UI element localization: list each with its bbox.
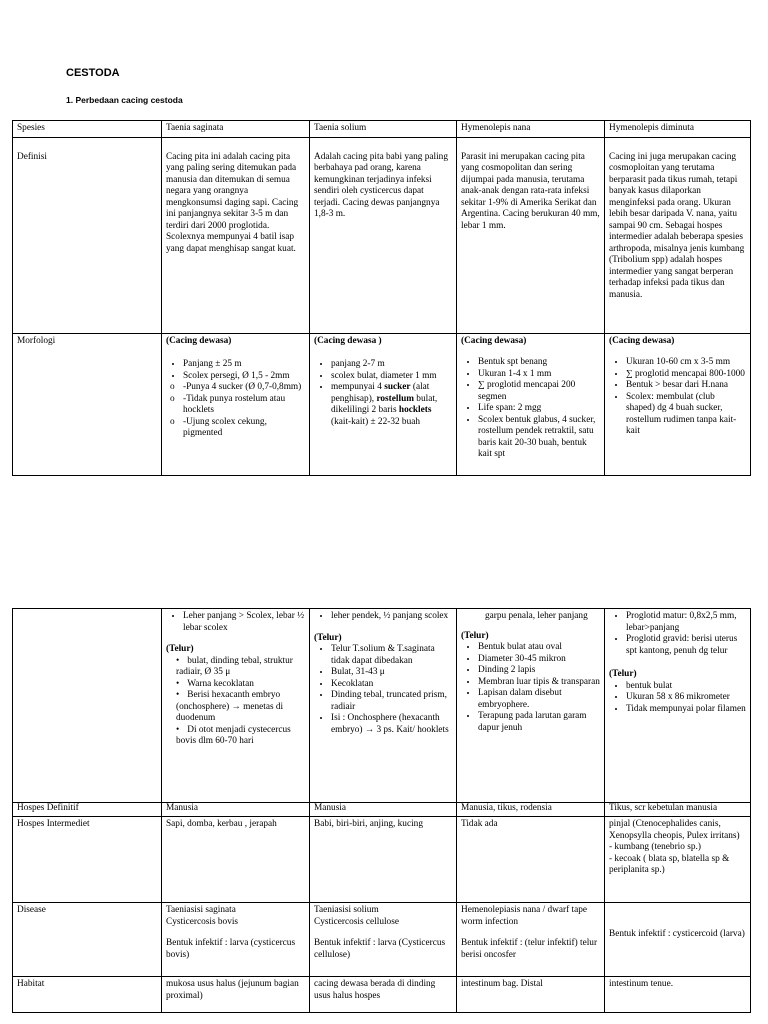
hd-nana: Manusia, tikus, rodensia xyxy=(457,803,605,817)
list-item: • mempunyai 4 sucker (alat penghisap), rostellum bulat, dikelilingi 2 baris hocklets (kait-kait) ± 22-32 buah xyxy=(331,382,452,428)
list-item: o -Ujung scolex cekung, pigmented xyxy=(183,417,305,440)
dewasa-label: (Cacing dewasa) xyxy=(461,335,527,346)
telur-label: (Telur) xyxy=(166,644,194,654)
definisi-saginata: Cacing pita ini adalah cacing pita yang paling sering ditemukan pada manusia dan ditemukan di semua negara yang orangnya mengkonsumsi daging sapi. Cacing ini panjangnya sekitar 3-5 m dan terdiri dari 2000 proglotida. Scolexnya mempunyai 4 batil isap yang dapat menghisap sangat kuat. xyxy=(166,151,299,254)
list-item: • leher pendek, ½ panjang scolex xyxy=(331,611,452,623)
list-item: garpu penala, leher panjang xyxy=(485,611,588,621)
disease-name: Taeniasisi saginata Cysticercosis bovis xyxy=(166,905,239,927)
list-item: • Ukuran 1-4 x 1 mm xyxy=(478,369,600,381)
list-item: • ∑ proglotid mencapai 200 segmen xyxy=(478,380,600,403)
dewasa-label: (Cacing dewasa) xyxy=(609,335,675,346)
label-disease: Disease xyxy=(13,903,162,977)
row-morfologi-continued xyxy=(13,609,751,803)
morfologi-diminuta xyxy=(605,333,751,475)
telur-label: (Telur) xyxy=(461,630,489,641)
list-item: • Scolex: membulat (club shaped) dg 4 buah sucker, rostellum rudimen tanpa kait-kait xyxy=(626,392,746,438)
cestoda-table-part1 xyxy=(12,120,751,476)
row-definisi xyxy=(13,137,751,333)
row-hospes-definitif xyxy=(13,803,751,817)
section-subtitle: 1. Perbedaan cacing cestoda xyxy=(66,95,183,105)
hi-diminuta: pinjal (Ctenocephalides canis, Xenopsylla cheopis, Pulex irritans) - kumbang (tenebrio sp.) - kecoak ( blata sp, blatella sp & periplanita sp.) xyxy=(609,819,740,875)
hd-diminuta: Tikus, scr kebetulan manusia xyxy=(605,803,751,817)
habitat-solium: cacing dewasa berada di dinding usus halus hospes xyxy=(310,977,457,1013)
list-item: • Scolex persegi, Ø 1,5 - 2mm xyxy=(183,371,305,383)
cont-saginata xyxy=(162,609,310,803)
list-item: • bentuk bulat xyxy=(626,681,746,693)
list-item: • Bentuk > besar dari H.nana xyxy=(626,380,746,392)
label-hospes-definitif: Hospes Definitif xyxy=(13,803,162,817)
cont-diminuta xyxy=(605,609,751,803)
list-item: • Kecoklatan xyxy=(331,679,452,691)
definisi-nana: Parasit ini merupakan cacing pita yang cosmopolitan dan sering dijumpai pada manusia, terutama anak-anak dengan rata-rata infeksi sekitar 1-9% di Amerika Serikat dan Argentina. Cacing berukuran 40 mm, lebar 1 mm. xyxy=(461,151,600,231)
header-hymenolepis-nana: Hymenolepis nana xyxy=(457,121,605,138)
list-item: • Membran luar tipis & transparan xyxy=(478,677,600,689)
definisi-diminuta: Cacing ini juga merupakan cacing cosmoploitan yang terutama berparasit pada tikus rumah, tetapi banyak kasus dilaporkan menginfeksi pada orang. Ukuran lebih besar daripada V. nana, yaitu sampai 90 cm. Sebagai hospes intermedier adalah beberapa spesies arthropoda, misalnya jenis kumbang (Tribolium spp) adalah hospes intermedier yang sangat berperan terhadap infeksi pada tikus dan manusia. xyxy=(609,151,745,300)
cont-solium xyxy=(310,609,457,803)
list-item: • Bentuk spt benang xyxy=(478,357,600,369)
label-morfologi: Morfologi xyxy=(17,335,56,346)
list-item: • Leher panjang > Scolex, lebar ½ lebar scolex xyxy=(183,611,305,634)
disease-infektif: Bentuk infektif : larva (Cysticercus cellulose) xyxy=(314,938,446,960)
page-title: CESTODA xyxy=(66,67,120,79)
list-item: • Telur T.solium & T.saginata tidak dapat dibedakan xyxy=(331,644,452,667)
hd-solium: Manusia xyxy=(310,803,457,817)
list-item: • Di otot menjadi cystecercus bovis dlm 60-70 hari xyxy=(166,725,305,748)
cestoda-table-part2 xyxy=(12,608,751,1013)
definisi-solium: Adalah cacing pita babi yang paling berbahaya pad orang, karena kemungkinan terjadinya infeksi sendiri oleh cysticercus dapat terjadi. Cacing dewas panjangnya 1,8-3 m. xyxy=(314,151,448,219)
disease-infektif: Bentuk infektif : larva (cysticercus bovis) xyxy=(166,938,296,960)
list-item: • Berisi hexacanth embryo (onchosphere) → menetas di duodenum xyxy=(166,690,305,725)
row-hospes-intermediet xyxy=(13,817,751,903)
morfologi-saginata xyxy=(162,333,310,475)
list-item: • Lapisan dalam disebut embryophere. xyxy=(478,688,600,711)
list-item: • Proglotid matur: 0,8x2,5 mm, lebar>panjang xyxy=(626,611,746,634)
list-item: • Terapung pada larutan garam dapur jenuh xyxy=(478,711,600,734)
hi-solium: Babi, biri-biri, anjing, kucing xyxy=(310,817,457,903)
disease-infektif: Bentuk infektif : (telur infektif) telur berisi oncosfer xyxy=(461,938,598,960)
list-item: • Bentuk bulat atau oval xyxy=(478,642,600,654)
header-taenia-solium: Taenia solium xyxy=(310,121,457,138)
list-item: • Ukuran 10-60 cm x 3-5 mm xyxy=(626,357,746,369)
disease-name: Taeniasisi solium Cysticercosis cellulose xyxy=(314,905,399,927)
list-item: • bulat, dinding tebal, struktur radiair, Ø 35 μ xyxy=(166,656,305,679)
habitat-diminuta: intestinum tenue. xyxy=(605,977,751,1013)
morfologi-solium xyxy=(310,333,457,475)
habitat-nana: intestinum bag. Distal xyxy=(457,977,605,1013)
hd-saginata: Manusia xyxy=(162,803,310,817)
dewasa-label: (Cacing dewasa ) xyxy=(314,335,382,346)
header-hymenolepis-diminuta: Hymenolepis diminuta xyxy=(605,121,751,138)
list-item: • Ukuran 58 x 86 mikrometer xyxy=(626,692,746,704)
list-item: • Tidak mempunyai polar filamen xyxy=(626,704,746,716)
list-item: • Warna kecoklatan xyxy=(166,679,305,691)
row-disease xyxy=(13,903,751,977)
list-item: • Proglotid gravid: berisi uterus spt kantong, penuh dg telur xyxy=(626,634,746,657)
telur-label: (Telur) xyxy=(609,669,637,679)
list-item: o -Punya 4 sucker (Ø 0,7-0,8mm) xyxy=(183,382,305,394)
hi-saginata: Sapi, domba, kerbau , jerapah xyxy=(162,817,310,903)
cont-nana xyxy=(457,609,605,803)
list-item: • Bulat, 31-43 μ xyxy=(331,667,452,679)
row-habitat xyxy=(13,977,751,1013)
table-header-row xyxy=(13,121,751,138)
hi-nana: Tidak ada xyxy=(457,817,605,903)
list-item: • Scolex bentuk glabus, 4 sucker, rostellum pendek retraktil, satu baris kait 20-30 buah, bentuk kait spt xyxy=(478,415,600,461)
list-item: • Diameter 30-45 mikron xyxy=(478,654,600,666)
habitat-saginata: mukosa usus halus (jejunum bagian proximal) xyxy=(162,977,310,1013)
header-spesies: Spesies xyxy=(13,121,162,138)
list-item: • panjang 2-7 m xyxy=(331,359,452,371)
list-item: o -Tidak punya rostelum atau hocklets xyxy=(183,394,305,417)
row-morfologi xyxy=(13,333,751,475)
dewasa-label: (Cacing dewasa) xyxy=(166,335,232,346)
list-item: • Life span: 2 mgg xyxy=(478,403,600,415)
disease-infektif: Bentuk infektif : cysticercoid (larva) xyxy=(609,929,745,939)
disease-name: Hemenolepiasis nana / dwarf tape worm infection xyxy=(461,905,587,927)
list-item: • Isi : Onchosphere (hexacanth embryo) → 3 ps. Kait/ hooklets xyxy=(331,713,452,736)
list-item: • Dinding tebal, truncated prism, radiair xyxy=(331,690,452,713)
list-item: • ∑ proglotid mencapai 800-1000 xyxy=(626,369,746,381)
list-item: • Panjang ± 25 m xyxy=(183,359,305,371)
label-definisi: Definisi xyxy=(17,151,47,162)
list-item: • Dinding 2 lapis xyxy=(478,665,600,677)
telur-label: (Telur) xyxy=(314,632,342,643)
list-item: • scolex bulat, diameter 1 mm xyxy=(331,371,452,383)
header-taenia-saginata: Taenia saginata xyxy=(162,121,310,138)
morfologi-nana xyxy=(457,333,605,475)
label-habitat: Habitat xyxy=(13,977,162,1013)
label-hospes-intermediet: Hospes Intermediet xyxy=(13,817,162,903)
